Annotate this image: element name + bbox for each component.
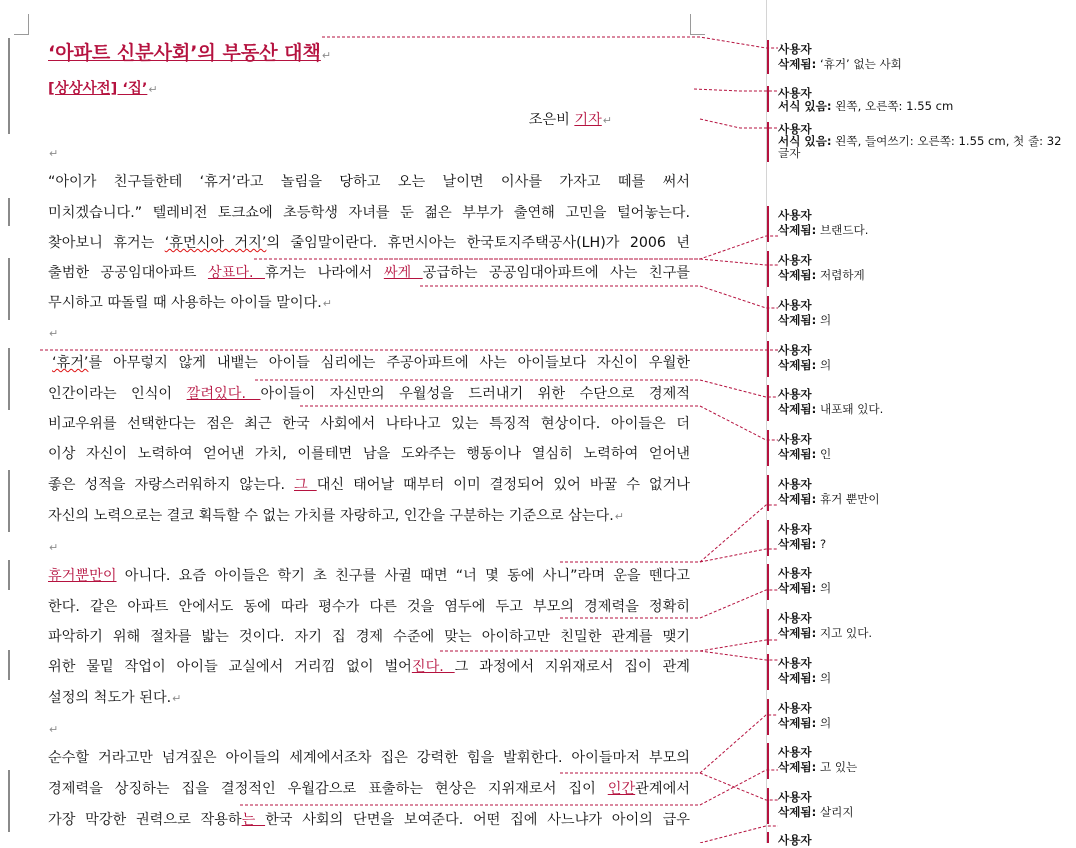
page-corner-mark-left [14, 14, 29, 35]
balloon-author: 사용자 [778, 42, 812, 56]
paragraph-mark-icon: ↵ [614, 510, 624, 523]
balloon-bar [767, 251, 769, 287]
inserted-text[interactable]: 싸게 [383, 265, 423, 281]
byline-name: 조은비 [528, 112, 570, 128]
inserted-text[interactable]: 그 [294, 477, 317, 493]
inserted-text[interactable]: 인간 [607, 781, 636, 797]
body-line-9[interactable] [48, 443, 690, 465]
balloon-text: 살리지 [819, 805, 854, 819]
body-text: 가장 막강한 권력으로 작용하 [48, 812, 242, 828]
change-bar [8, 470, 10, 532]
balloon-bar [767, 520, 769, 556]
revision-balloon[interactable] [778, 42, 1070, 72]
change-bar [8, 258, 10, 320]
body-text: 파악하기 위해 절차를 밟는 것이다. 자기 집 경제 수준에 맞는 아이하고만 친밀한 관계를 맺기 [48, 629, 690, 645]
balloon-author: 사용자 [778, 298, 812, 312]
balloon-author: 사용자 [778, 86, 812, 100]
revision-balloon[interactable] [778, 477, 1070, 507]
body-text: 관계에서 [635, 781, 690, 797]
balloon-bar [767, 430, 769, 466]
balloon-label: 삭제됨: [778, 268, 817, 282]
balloon-bar [767, 609, 769, 645]
balloon-author: 사용자 [778, 208, 812, 222]
change-bar [8, 198, 10, 226]
balloon-text: 고 있는 [819, 760, 858, 774]
body-text: 미치겠습니다.” 텔레비전 토크쇼에 초등학생 자녀를 둔 젊은 부부가 출연해 고민을 털어놓는다. [48, 205, 690, 221]
revision-balloon[interactable] [778, 701, 1070, 731]
balloon-author: 사용자 [778, 343, 812, 357]
body-text: 자신의 노력으로는 결코 획득할 수 없는 가치를 자랑하고, 인간을 구분하는 기준으로 삼는다. [48, 508, 614, 524]
change-bar [8, 38, 10, 134]
revision-balloon[interactable] [778, 745, 1070, 775]
body-line-11[interactable] [48, 505, 690, 527]
spelling-flagged-text[interactable]: ‘휴거’ [52, 355, 89, 371]
balloon-label: 서식 있음: [778, 99, 832, 113]
balloon-bar [767, 86, 769, 112]
article-title[interactable] [48, 42, 690, 64]
change-bar [8, 770, 10, 832]
balloon-text: 의 [819, 358, 832, 372]
balloon-author: 사용자 [778, 477, 812, 491]
balloon-label: 삭제됨: [778, 223, 817, 237]
paragraph-mark-icon: ↵ [49, 723, 59, 736]
page-corner-mark-right [690, 14, 705, 35]
body-text: 순수할 거라고만 넘겨짚은 아이들의 세계에서조차 집은 강력한 힘을 발휘한다. 아이들마저 부모의 [48, 750, 690, 766]
balloon-bar [767, 296, 769, 332]
inserted-text[interactable]: 는 [241, 812, 266, 828]
balloon-bar [767, 475, 769, 511]
body-text: 비교우위를 선택한다는 점은 최근 한국 사회에서 나타나고 있는 특징적 현상이다. 아이들은 더 [48, 416, 690, 432]
paragraph-mark-icon: ↵ [602, 114, 612, 127]
body-text: 이상 자신이 노력하여 얻어낸 가치, 이를테면 남을 도와주는 행동이나 열심히 노력하여 얻어낸 [48, 446, 690, 462]
body-line-16[interactable] [48, 687, 690, 709]
paragraph-mark-icon: ↵ [49, 147, 59, 160]
balloon-label: 삭제됨: [778, 402, 817, 416]
body-line-4[interactable] [48, 262, 690, 284]
body-line-12[interactable] [48, 565, 690, 587]
balloon-bar [767, 564, 769, 600]
inserted-text[interactable]: 휴거뿐만이 [48, 568, 117, 584]
balloon-label: 삭제됨: [778, 581, 817, 595]
balloon-label: 삭제됨: [778, 537, 817, 551]
balloon-author: 사용자 [778, 387, 812, 401]
balloon-bar [767, 385, 769, 421]
balloon-text: 인 [819, 447, 832, 461]
inserted-text[interactable]: 상표다. [207, 265, 266, 281]
body-text: 설정의 척도가 된다. [48, 690, 172, 706]
balloon-bar [767, 743, 769, 779]
balloon-author: 사용자 [778, 745, 812, 759]
body-line-1[interactable] [48, 171, 690, 193]
body-line-13[interactable] [48, 596, 690, 618]
body-line-14[interactable] [48, 626, 690, 648]
empty-paragraph[interactable] [48, 142, 690, 164]
body-line-7[interactable] [48, 383, 690, 405]
balloon-text: 의 [819, 581, 832, 595]
body-text: 출범한 공공임대아파트 [48, 265, 208, 281]
body-text: 인간이라는 인식이 [48, 386, 187, 402]
change-bar [8, 560, 10, 590]
balloon-label: 삭제됨: [778, 626, 817, 640]
body-text: 아이들이 자신만의 우월성을 드러내기 위한 수단으로 경제적 [260, 386, 690, 402]
balloon-bar [767, 832, 769, 843]
revision-balloon[interactable] [778, 566, 1070, 596]
inserted-text[interactable]: 깔려있다. [186, 386, 261, 402]
balloon-text: 왼쪽, 오른쪽: 1.55 cm [835, 99, 954, 113]
body-line-10[interactable] [48, 474, 690, 496]
balloon-author: 사용자 [778, 833, 812, 847]
balloon-label: 삭제됨: [778, 358, 817, 372]
balloon-bar [767, 206, 769, 242]
balloon-text: 의 [819, 716, 832, 730]
revision-balloon[interactable] [778, 522, 1070, 552]
body-text: 그 과정에서 지위재로서 집이 관계 [454, 659, 690, 675]
balloon-text: ? [819, 537, 827, 551]
balloon-author: 사용자 [778, 253, 812, 267]
body-text: 대신 태어날 때부터 이미 결정되어 있어 바꿀 수 없거나 [316, 477, 691, 493]
balloon-author: 사용자 [778, 701, 812, 715]
balloon-bar [767, 341, 769, 377]
body-text: 를 아무렇지 않게 내뱉는 아이들 심리에는 주공아파트에 사는 아이들보다 자신이 우월한 [88, 355, 690, 371]
balloon-label: 삭제됨: [778, 492, 817, 506]
balloon-text: 의 [819, 671, 832, 685]
balloon-label: 삭제됨: [778, 716, 817, 730]
inserted-text[interactable]: 진다. [411, 659, 455, 675]
balloon-label: 삭제됨: [778, 57, 817, 71]
balloon-bar [767, 40, 769, 74]
body-line-18[interactable] [48, 778, 690, 800]
paragraph-mark-icon: ↵ [49, 541, 59, 554]
revision-balloon[interactable] [778, 343, 1070, 373]
body-line-17[interactable] [48, 747, 690, 769]
balloon-author: 사용자 [778, 122, 812, 136]
revision-balloon[interactable] [778, 790, 1070, 820]
body-line-6[interactable] [48, 352, 690, 374]
spelling-flagged-text[interactable]: ‘휴먼시아 거지’ [164, 235, 267, 251]
balloon-author: 사용자 [778, 656, 812, 670]
title-text: ‘아파트 신분사회’의 부동산 대책 [48, 42, 321, 64]
subtitle-text: [상상사전] ‘집’ [48, 81, 148, 97]
balloon-text: 브랜드다. [819, 223, 869, 237]
balloon-bar [767, 699, 769, 735]
balloon-bar [767, 788, 769, 824]
revision-balloon[interactable] [778, 253, 1070, 283]
revision-balloon[interactable] [778, 87, 1070, 113]
body-text: 아니다. 요즘 아이들은 학기 초 친구를 사귈 때면 “너 몇 동에 사니”라며 운을 뗀다고 [116, 568, 690, 584]
balloon-label: 삭제됨: [778, 447, 817, 461]
byline-role-inserted: 기자 [574, 112, 602, 128]
revision-balloon[interactable] [778, 387, 1070, 417]
balloon-bar [767, 654, 769, 690]
balloon-text: 지고 있다. [819, 626, 873, 640]
balloon-label: 삭제됨: [778, 760, 817, 774]
body-text: 한국 사회의 단면을 보여준다. 어떤 집에 사느냐가 아이의 급우 [265, 812, 691, 828]
balloon-author: 사용자 [778, 522, 812, 536]
balloon-text: 저렴하게 [819, 268, 865, 282]
paragraph-mark-icon: ↵ [148, 83, 158, 96]
balloon-author: 사용자 [778, 790, 812, 804]
paragraph-mark-icon: ↵ [172, 692, 182, 705]
body-line-15[interactable] [48, 656, 690, 678]
body-text: 한다. 같은 아파트 안에서도 동에 따라 평수가 다른 것을 염두에 두고 부모의 경제력을 정확히 [48, 599, 690, 615]
body-text: 의 줄임말이란다. 휴먼시아는 한국토지주택공사(LH)가 2006 년 [266, 235, 691, 251]
byline[interactable] [529, 109, 612, 131]
body-text: 공급하는 공공임대아파트에 사는 친구를 [422, 265, 691, 281]
balloon-label: 삭제됨: [778, 671, 817, 685]
body-text: 휴거는 나라에서 [265, 265, 384, 281]
paragraph-mark-icon: ↵ [321, 49, 332, 62]
article-subtitle[interactable] [48, 78, 690, 100]
balloon-author: 사용자 [778, 432, 812, 446]
change-bar [8, 650, 10, 680]
balloon-text: 휴거 뿐만이 [819, 492, 880, 506]
paragraph-mark-icon: ↵ [322, 297, 332, 310]
revision-balloon[interactable] [778, 611, 1070, 641]
body-text: 좋은 성적을 자랑스러워하지 않는다. [48, 477, 294, 493]
balloon-bar [767, 122, 769, 162]
body-line-5[interactable] [48, 292, 690, 314]
empty-paragraph[interactable] [48, 718, 690, 740]
balloon-label: 삭제됨: [778, 313, 817, 327]
body-text: 경제력을 상징하는 집을 결정적인 우월감으로 표출하는 현상은 지위재로서 집이 [48, 781, 608, 797]
revision-balloon[interactable] [778, 833, 1070, 848]
body-text: 찾아보니 휴거는 [48, 235, 165, 251]
revision-balloon[interactable] [778, 123, 1068, 159]
empty-paragraph[interactable] [48, 322, 690, 344]
body-line-19[interactable] [48, 809, 690, 831]
body-line-8[interactable] [48, 413, 690, 435]
balloon-text: 왼쪽, 들여쓰기: 오른쪽: 1.55 cm, 첫 줄: 32 글자 [778, 134, 1062, 160]
empty-paragraph[interactable] [48, 536, 690, 558]
body-line-3[interactable] [48, 232, 690, 254]
change-bar [8, 348, 10, 410]
balloon-author: 사용자 [778, 566, 812, 580]
balloon-text: ‘휴거’ 없는 사회 [819, 57, 902, 71]
balloon-label: 서식 있음: [778, 134, 832, 148]
revision-balloon[interactable] [778, 298, 1070, 328]
balloon-text: 의 [819, 313, 832, 327]
revision-balloon[interactable] [778, 432, 1070, 462]
balloon-label: 삭제됨: [778, 805, 817, 819]
body-text: “아이가 친구들한테 ‘휴거’라고 놀림을 당하고 오는 날이면 이사를 가자고 떼를 써서 [48, 174, 690, 190]
balloon-author: 사용자 [778, 611, 812, 625]
body-text: 무시하고 따돌릴 때 사용하는 아이들 말이다. [48, 295, 322, 311]
balloon-text: 내포돼 있다. [819, 402, 884, 416]
revision-balloon[interactable] [778, 208, 1070, 238]
body-line-2[interactable] [48, 202, 690, 224]
body-text: 위한 물밑 작업이 아이들 교실에서 거리낌 없이 벌어 [48, 659, 412, 675]
revision-balloon[interactable] [778, 656, 1070, 686]
paragraph-mark-icon: ↵ [49, 327, 59, 340]
